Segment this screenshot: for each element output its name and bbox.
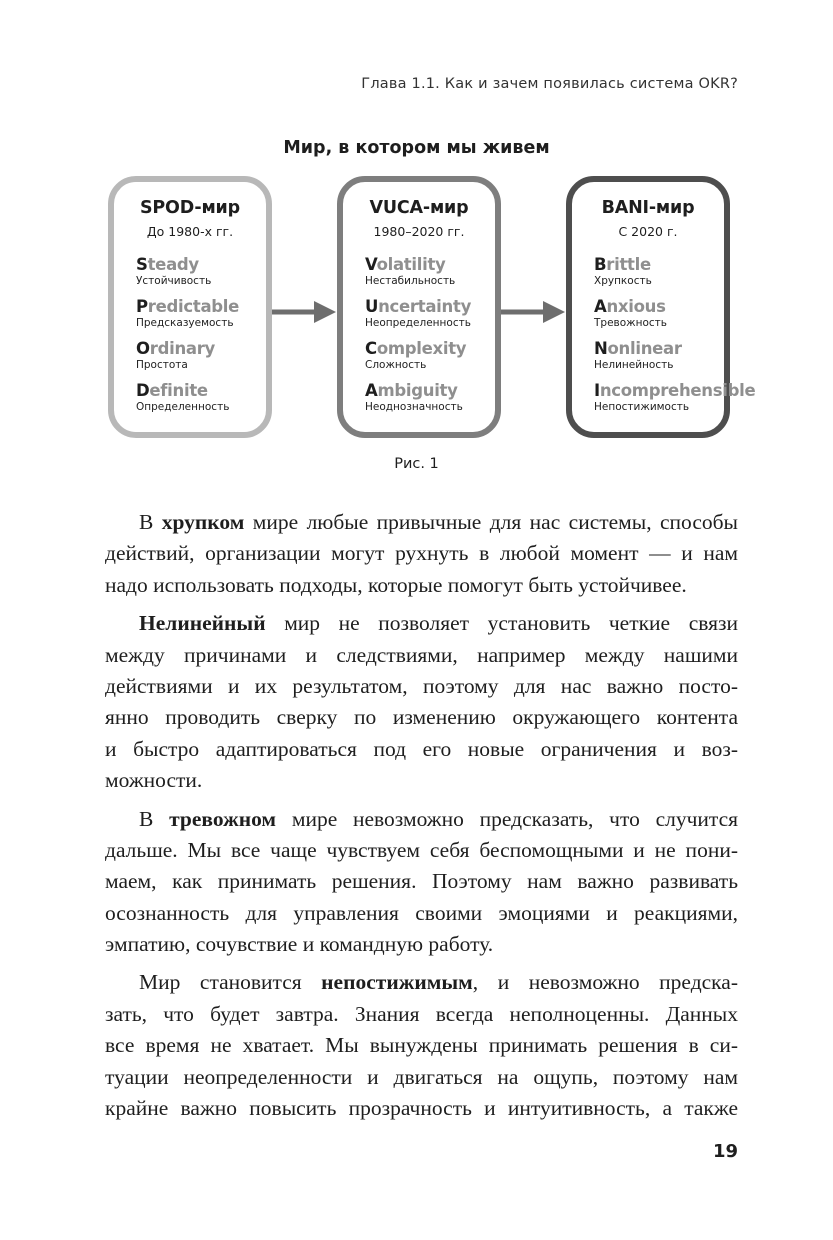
text-run: В — [139, 806, 170, 831]
term-rest: teady — [147, 255, 199, 274]
text-run: зать, что будет завтра. Знания всегда неполноценны. Данных — [105, 1001, 738, 1026]
term-initial: O — [136, 339, 150, 358]
term-translation: Хрупкость — [594, 275, 652, 287]
text-run: крайне важно повысить прозрачность и интуитивность, а также — [105, 1096, 738, 1121]
term-item — [365, 339, 495, 381]
text-line — [105, 804, 738, 835]
text-run: между причинами и следствиями, например между нашими — [105, 642, 738, 667]
term-item — [136, 297, 266, 339]
term-initial: B — [594, 255, 607, 274]
term-rest: olatility — [376, 255, 446, 274]
term-list — [114, 255, 266, 423]
term-rest: redictable — [147, 297, 240, 316]
text-run: можности. — [105, 768, 203, 793]
term-rest: ncomprehensible — [599, 381, 756, 400]
term-item — [365, 297, 495, 339]
text-run: и быстро адаптироваться под его новые ограничения и воз- — [105, 736, 738, 761]
term-word — [594, 381, 756, 401]
term-translation: Непостижимость — [594, 401, 690, 413]
term-word — [136, 381, 266, 401]
box-period: 1980–2020 гг. — [373, 224, 465, 239]
text-line — [105, 999, 738, 1030]
paragraph — [105, 804, 738, 961]
term-rest: mbiguity — [377, 381, 458, 400]
box-title: SPOD-мир — [140, 198, 240, 218]
term-rest: onlinear — [607, 339, 682, 358]
term-item — [594, 255, 724, 297]
text-run: мир не позволяет установить четкие связи — [265, 611, 738, 636]
term-initial: D — [136, 381, 150, 400]
body-text — [105, 507, 738, 1131]
spod-world-box — [108, 176, 272, 438]
term-item — [136, 381, 266, 423]
term-rest: omplexity — [376, 339, 467, 358]
text-run: все время не хватает. Мы вынуждены принимать решения в си- — [105, 1033, 738, 1058]
text-line — [105, 734, 738, 765]
term-translation: Неопределенность — [365, 317, 471, 329]
text-run: осознанность для управления своими эмоциями и реакциями, — [105, 900, 738, 925]
text-run: В — [139, 510, 162, 534]
term-word — [594, 255, 724, 275]
term-initial: A — [365, 381, 378, 400]
term-translation: Неоднозначность — [365, 401, 463, 413]
box-period: До 1980-х гг. — [146, 224, 234, 239]
text-line — [105, 1030, 738, 1061]
emphasized-term: хрупком — [161, 510, 245, 534]
text-line — [105, 1062, 738, 1093]
emphasized-term: тревожном — [169, 806, 277, 831]
text-run: мире любые привычные для нас системы, способы — [244, 510, 739, 534]
text-line — [105, 866, 738, 897]
box-title: VUCA-мир — [369, 198, 469, 218]
text-run: мире невозможно предсказать, что случится — [276, 806, 739, 831]
term-initial: C — [365, 339, 377, 358]
figure-title: Мир, в котором мы живем — [283, 138, 550, 158]
box-period: С 2020 г. — [618, 224, 678, 239]
term-rest: efinite — [149, 381, 208, 400]
text-run: , и невозможно предска- — [472, 970, 738, 995]
term-word — [594, 339, 724, 359]
text-line — [105, 765, 738, 796]
term-item — [594, 381, 756, 423]
text-line — [105, 702, 738, 733]
arrow-right-icon — [272, 295, 338, 329]
term-translation: Определенность — [136, 401, 230, 413]
paragraph — [105, 608, 738, 796]
term-initial: P — [136, 297, 148, 316]
term-rest: ncertainty — [378, 297, 472, 316]
term-translation: Нелинейность — [594, 359, 674, 371]
term-initial: A — [594, 297, 607, 316]
arrow-right-icon — [501, 295, 567, 329]
page-number: 19 — [712, 1141, 738, 1162]
text-run: действиями и их результатом, поэтому для нас важно посто- — [105, 673, 738, 698]
term-word — [365, 255, 495, 275]
term-initial: V — [365, 255, 377, 274]
term-item — [594, 297, 724, 339]
text-line — [105, 835, 738, 866]
term-word — [365, 339, 495, 359]
term-list — [343, 255, 495, 423]
text-run: надо использовать подходы, которые помогут быть устойчивее. — [105, 572, 687, 597]
term-item — [365, 381, 495, 423]
text-run: маем, как принимать решения. Поэтому нам важно развивать — [105, 869, 738, 894]
term-item — [136, 339, 266, 381]
emphasized-term: непостижимым — [321, 970, 473, 995]
term-word — [594, 297, 724, 317]
paragraph — [105, 967, 738, 1124]
term-word — [365, 381, 495, 401]
text-line — [105, 640, 738, 671]
term-item — [594, 339, 724, 381]
term-translation: Тревожность — [594, 317, 667, 329]
term-translation: Сложность — [365, 359, 427, 371]
term-initial: I — [594, 381, 600, 400]
term-word — [136, 339, 266, 359]
term-word — [365, 297, 495, 317]
text-line — [105, 608, 738, 639]
text-line — [105, 929, 738, 960]
text-run: дальше. Мы все чаще чувствуем себя беспомощными и не пони- — [105, 837, 738, 862]
text-line — [105, 671, 738, 702]
paragraph — [105, 507, 738, 601]
term-initial: S — [136, 255, 148, 274]
term-translation: Устойчивость — [136, 275, 212, 287]
term-translation: Нестабильность — [365, 275, 456, 287]
running-header: Глава 1.1. Как и зачем появилась система OKR? — [361, 76, 738, 92]
text-line — [105, 898, 738, 929]
text-run: туации неопределенности и двигаться на ощупь, поэтому нам — [105, 1064, 738, 1089]
term-rest: rdinary — [149, 339, 216, 358]
term-initial: U — [365, 297, 379, 316]
term-translation: Простота — [136, 359, 188, 371]
text-line — [105, 1093, 738, 1124]
term-item — [365, 255, 495, 297]
text-run: Мир становится — [139, 970, 322, 995]
term-rest: rittle — [606, 255, 651, 274]
term-translation: Предсказуемость — [136, 317, 234, 329]
text-run: действий, организации могут рухнуть в любой момент — и нам — [105, 541, 738, 566]
term-list — [572, 255, 756, 423]
text-line — [105, 507, 738, 538]
vuca-world-box — [337, 176, 501, 438]
text-run: янно проводить сверку по изменению окружающего контента — [105, 705, 738, 730]
term-rest: nxious — [606, 297, 666, 316]
term-word — [136, 297, 266, 317]
text-line — [105, 967, 738, 998]
term-item — [136, 255, 266, 297]
emphasized-term: Нелинейный — [139, 611, 266, 636]
term-word — [136, 255, 266, 275]
text-run: эмпатию, сочувствие и командную работу. — [105, 932, 494, 957]
figure-caption: Рис. 1 — [394, 456, 439, 472]
term-initial: N — [594, 339, 608, 358]
text-line — [105, 570, 738, 601]
box-title: BANI-мир — [601, 198, 695, 218]
bani-world-box — [566, 176, 756, 438]
text-line — [105, 538, 738, 569]
